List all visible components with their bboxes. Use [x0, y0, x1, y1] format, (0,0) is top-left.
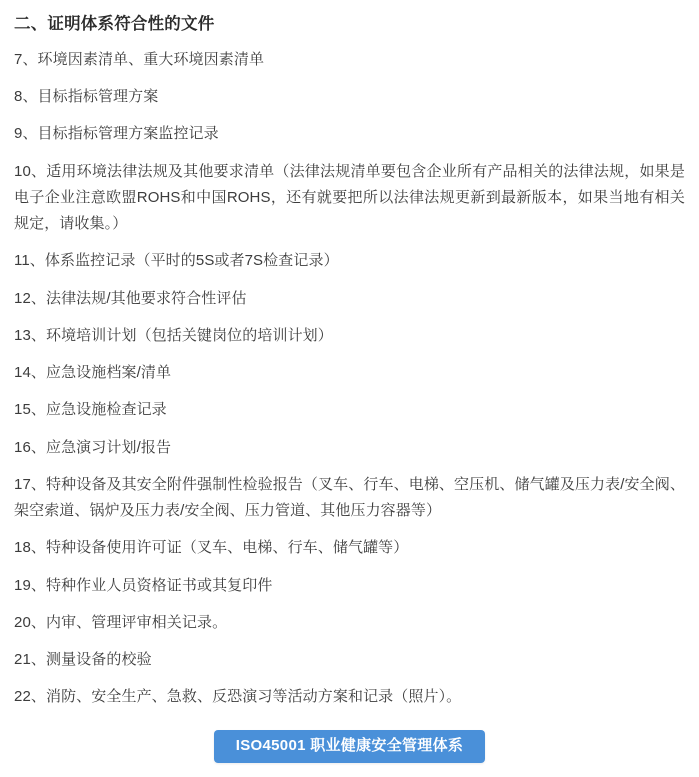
list-item: 13、环境培训计划（包括关键岗位的培训计划） — [14, 326, 333, 344]
list-item: 10、适用环境法律法规及其他要求清单（法律法规清单要包含企业所有产品相关的法律法规，如果是电子企业注意欧盟ROHS和中国ROHS，还有就要把所以法律法规更新到最新版本，如果当地有相关规定，请收集。） — [14, 162, 685, 232]
standard-badge: ISO45001 职业健康安全管理体系 — [214, 730, 485, 763]
list-item: 19、特种作业人员资格证书或其复印件 — [14, 576, 273, 594]
list-item: 14、应急设施档案/清单 — [14, 364, 172, 381]
page-title: 二、证明体系符合性的文件 — [14, 15, 215, 33]
footer — [0, 730, 699, 763]
list-item: 15、应急设施检查记录 — [14, 401, 167, 419]
list-item: 17、特种设备及其安全附件强制性检验报告（叉车、行车、电梯、空压机、储气罐及压力表/安全阀、架空索道、锅炉及压力表/安全阀、压力管道、其他压力容器等） — [14, 475, 685, 519]
list-item: 21、测量设备的校验 — [14, 651, 152, 668]
list-item: 18、特种设备使用许可证（叉车、电梯、行车、储气罐等） — [14, 539, 409, 557]
document-item-list — [14, 47, 685, 711]
list-item: 16、应急演习计划/报告 — [14, 438, 172, 456]
list-item: 12、法律法规/其他要求符合性评估 — [14, 289, 247, 307]
list-item: 7、环境因素清单、重大环境因素清单 — [14, 50, 265, 68]
list-item: 22、消防、安全生产、急救、反恐演习等活动方案和记录（照片）。 — [14, 688, 462, 706]
list-item: 9、目标指标管理方案监控记录 — [14, 125, 219, 143]
list-item: 11、体系监控记录（平时的5S或者7S检查记录） — [14, 252, 339, 270]
list-item: 8、目标指标管理方案 — [14, 88, 159, 105]
list-item: 20、内审、管理评审相关记录。 — [14, 613, 228, 631]
